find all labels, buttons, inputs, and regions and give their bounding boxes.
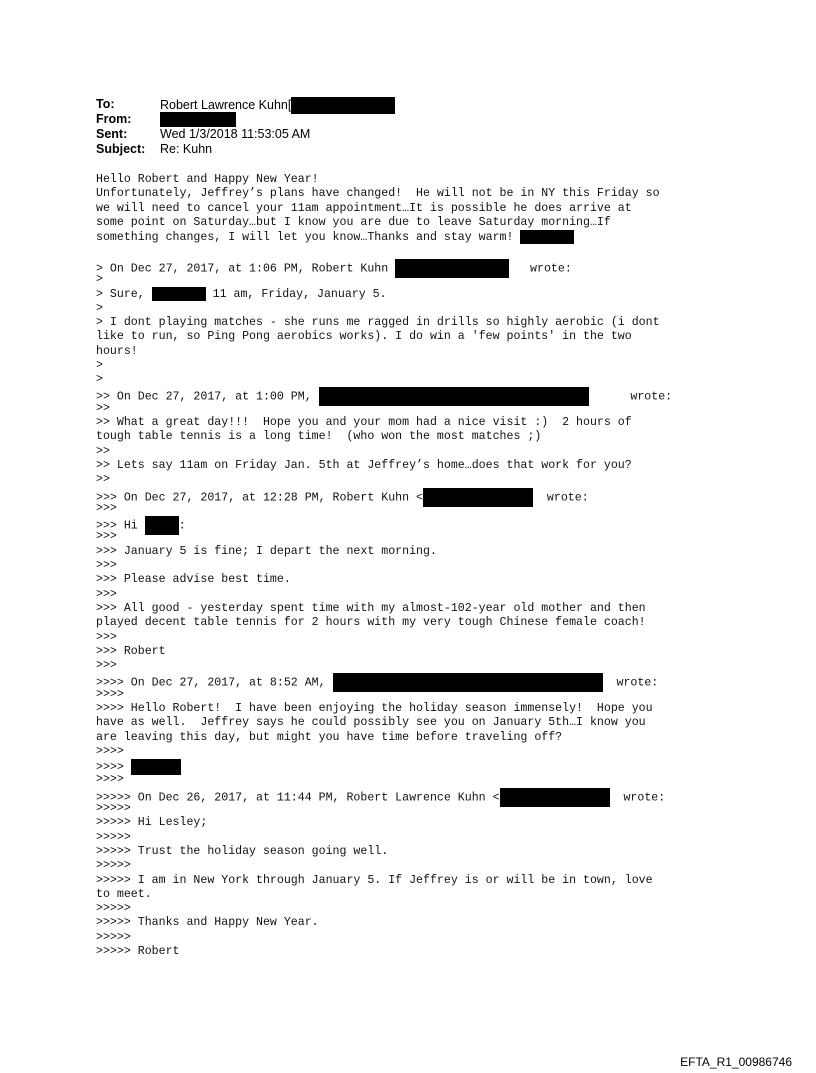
quote-line: >>> Please advise best time. bbox=[96, 573, 291, 587]
redaction-box bbox=[145, 516, 179, 535]
from-label: From: bbox=[96, 112, 132, 126]
redaction-box bbox=[395, 259, 509, 278]
quote-line: >>>> bbox=[96, 759, 736, 773]
body-line: some point on Saturday…but I know you are due to leave Saturday morning…If bbox=[96, 215, 611, 229]
quote-line: > Sure, 11 am, Friday, January 5. bbox=[96, 288, 387, 302]
quote-line: >>> bbox=[96, 530, 117, 544]
quote-line: >> bbox=[96, 473, 110, 487]
body-line: something changes, I will let you know…Thanks and stay warm! bbox=[96, 230, 736, 244]
redaction-box bbox=[319, 387, 589, 406]
quote-line: >>>>> Trust the holiday season going well. bbox=[96, 844, 389, 858]
quote-line: > On Dec 27, 2017, at 1:06 PM, Robert Kuhn wrote: bbox=[96, 259, 736, 273]
quote-line: >>> bbox=[96, 559, 117, 573]
body-line bbox=[96, 244, 736, 258]
quote-line: >> On Dec 27, 2017, at 1:00 PM, wrote: bbox=[96, 387, 736, 401]
to-name: Robert Lawrence Kuhn[ bbox=[160, 97, 292, 112]
quote-line: >>>> bbox=[96, 687, 124, 701]
sent-value: Wed 1/3/2018 11:53:05 AM bbox=[160, 127, 311, 141]
quote-line: >>>>> I am in New York through January 5. If Jeffrey is or will be in town, love bbox=[96, 873, 653, 887]
quote-line: >>> Robert bbox=[96, 644, 166, 658]
quote-line: tough table tennis is a long time! (who won the most matches ;) bbox=[96, 430, 542, 444]
redaction-box bbox=[152, 287, 206, 301]
quote-line: >>> bbox=[96, 587, 117, 601]
quote-line: >> bbox=[96, 401, 110, 415]
quote-line: >>>> bbox=[96, 773, 124, 787]
quote-line: >>> Hi : bbox=[96, 516, 736, 530]
quote-line: >>> On Dec 27, 2017, at 12:28 PM, Robert Kuhn < wrote: bbox=[96, 488, 736, 502]
redaction-box bbox=[291, 97, 395, 114]
to-label: To: bbox=[96, 97, 115, 111]
subject-value: Re: Kuhn bbox=[160, 142, 213, 156]
subject-label: Subject: bbox=[96, 142, 146, 156]
quote-line: >>> bbox=[96, 630, 117, 644]
document-id: EFTA_R1_00986746 bbox=[680, 1055, 792, 1069]
quote-line: hours! bbox=[96, 344, 138, 358]
quote-line: >>>>> bbox=[96, 902, 131, 916]
quote-line: like to run, so Ping Pong aerobics works). I do win a 'few points' in the two bbox=[96, 330, 632, 344]
redaction-box bbox=[423, 488, 533, 507]
quote-line: > I dont playing matches - she runs me ragged in drills so highly aerobic (i dont bbox=[96, 315, 660, 329]
email-body bbox=[96, 173, 736, 959]
body-line: we will need to cancel your 11am appointment…It is possible he does arrive at bbox=[96, 201, 632, 215]
quote-line: are leaving this day, but might you have time before traveling off? bbox=[96, 730, 563, 744]
redaction-box bbox=[160, 112, 236, 127]
redaction-box bbox=[520, 230, 574, 244]
quote-line: >>> bbox=[96, 659, 117, 673]
quote-line: to meet. bbox=[96, 887, 152, 901]
quote-line: >> What a great day!!! Hope you and your mom had a nice visit :) 2 hours of bbox=[96, 416, 632, 430]
quote-line: > bbox=[96, 273, 103, 287]
sent-label: Sent: bbox=[96, 127, 128, 141]
quote-line: >> bbox=[96, 444, 110, 458]
quote-line: >>>> Hello Robert! I have been enjoying the holiday season immensely! Hope you bbox=[96, 701, 653, 715]
quote-line: have as well. Jeffrey says he could possibly see you on January 5th…I know you bbox=[96, 716, 646, 730]
quote-line: >>>>> Robert bbox=[96, 945, 180, 959]
quote-line: >>>>> Hi Lesley; bbox=[96, 816, 208, 830]
body-line: Unfortunately, Jeffrey’s plans have changed! He will not be in NY this Friday so bbox=[96, 187, 660, 201]
redaction-box bbox=[131, 759, 181, 775]
quote-line: >>> All good - yesterday spent time with my almost-102-year old mother and then bbox=[96, 601, 646, 615]
redaction-box bbox=[500, 788, 610, 807]
body-line: Hello Robert and Happy New Year! bbox=[96, 173, 319, 186]
quote-line: >>>> bbox=[96, 744, 124, 758]
quote-line: >>> bbox=[96, 501, 117, 515]
quote-line: > bbox=[96, 373, 103, 387]
quote-line: >>>>> bbox=[96, 930, 131, 944]
redaction-box bbox=[333, 673, 603, 692]
quote-line: played decent table tennis for 2 hours with my very tough Chinese female coach! bbox=[96, 616, 646, 630]
quote-line: >>>>> bbox=[96, 802, 131, 816]
quote-line: >>>>> On Dec 26, 2017, at 11:44 PM, Robert Lawrence Kuhn < wrote: bbox=[96, 788, 736, 802]
quote-line: > bbox=[96, 301, 103, 315]
from-value bbox=[160, 112, 236, 127]
quote-line: >> Lets say 11am on Friday Jan. 5th at Jeffrey’s home…does that work for you? bbox=[96, 458, 632, 472]
quote-line: >>>> On Dec 27, 2017, at 8:52 AM, wrote: bbox=[96, 673, 736, 687]
quote-line: >>>>> Thanks and Happy New Year. bbox=[96, 916, 319, 930]
quote-line: > bbox=[96, 358, 103, 372]
quote-line: >>>>> bbox=[96, 830, 131, 844]
quote-line: >>>>> bbox=[96, 859, 131, 873]
quote-line: >>> January 5 is fine; I depart the next morning. bbox=[96, 544, 437, 558]
